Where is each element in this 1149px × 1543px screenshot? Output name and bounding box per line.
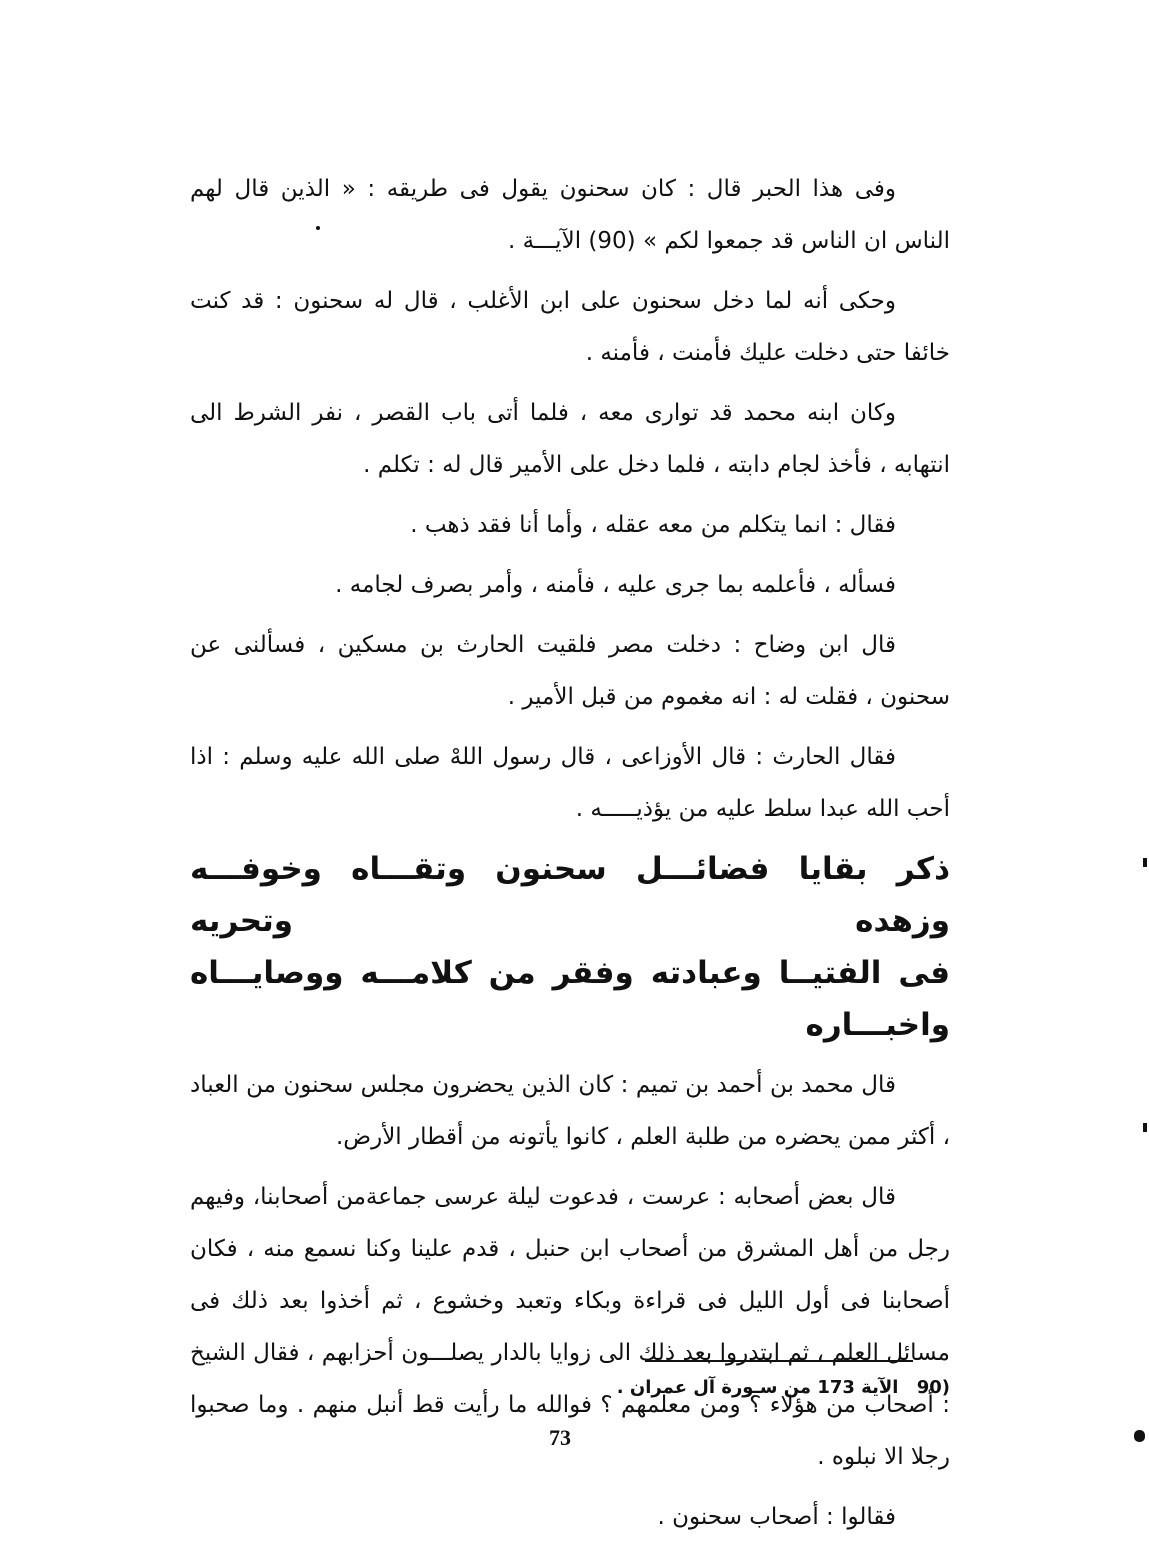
paragraph: فقالوا : أصحاب سحنون . xyxy=(657,1504,896,1530)
paragraph: قال بعض أصحابه : عرست ، فدعوت ليلة عرسى جماعةمن أصحابنا، وفيهم رجل من أهل المشرق من أصحاب ابن حنبل ، قدم علينا وكنا نسمع منه ، فكان أصحابنا فى أول الليل فى قراءة وبكاء وتعبد وخشوع ، ثم أخذوا بعد ذلك فى مسائل العلم ، ثم ابتدروا بعد ذلك الى زوايا بالدار يصلـــون أحزابهم ، فقال الشيخ : أصحاب من هؤلاء ؟ ومن معلمهم ؟ فوالله ما رأيت قط أنبل منهم . وما صحبوا رجلا الا نبلوه . xyxy=(190,1184,950,1470)
paragraph: فقال الحارث : قال الأوزاعى ، قال رسول اللهْ صلى الله عليه وسلم : اذا أحب الله عبدا سلط عليه من يؤذيـــــه . xyxy=(190,744,950,822)
footnote-divider xyxy=(645,1360,913,1362)
section-heading-line-1: ذكر بقايا فضائـــل سحنون وتقـــاه وخوفـــه وزهده وتحريه xyxy=(190,851,950,939)
scan-speck xyxy=(1134,1430,1145,1442)
paragraph: وحكى أنه لما دخل سحنون على ابن الأغلب ، قال له سحنون : قد كنت خائفا حتى دخلت عليك فأمنت ، فأمنه . xyxy=(190,288,950,366)
section-heading xyxy=(190,843,950,1051)
scan-speck xyxy=(1143,1123,1147,1132)
scan-speck xyxy=(1143,858,1147,867)
paragraph: قال ابن وضاح : دخلت مصر فلقيت الحارث بن مسكين ، فسألنى عن سحنون ، فقلت له : انه مغموم من قبل الأمير . xyxy=(190,632,950,710)
scan-speck xyxy=(316,226,320,230)
footnote-number: (90 xyxy=(916,1377,950,1398)
paragraph: قال محمد بن أحمد بن تميم : كان الذين يحضرون مجلس سحنون من العباد ، أكثر ممن يحضره من طلبة العلم ، كانوا يأتونه من أقطار الأرض. xyxy=(190,1072,950,1150)
paragraph: وكان ابنه محمد قد توارى معه ، فلما أتى باب القصر ، نفر الشرط الى انتهابه ، فأخذ لجام دابته ، فلما دخل على الأمير قال له : تكلم . xyxy=(190,400,950,478)
footnote xyxy=(560,1372,950,1404)
paragraph: فقال : انما يتكلم من معه عقله ، وأما أنا فقد ذهب . xyxy=(410,512,896,538)
footnote-text: الآية 173 من سـورة آل عمران . xyxy=(616,1377,899,1398)
paragraph: وفى هذا الحبر قال : كان سحنون يقول فى طريقه : « الذين قال لهم الناس ان الناس قد جمعوا لكم » (90) الآيـــة . xyxy=(190,176,950,254)
section-heading-line-2: فى الفتيــا وعبادته وفقر من كلامـــه ووصايـــاه واخبـــاره xyxy=(190,955,950,1043)
main-text-column xyxy=(190,163,950,1543)
paragraph: فسأله ، فأعلمه بما جرى عليه ، فأمنه ، وأمر بصرف لجامه . xyxy=(335,572,896,598)
page-number: 73 xyxy=(549,1425,571,1450)
